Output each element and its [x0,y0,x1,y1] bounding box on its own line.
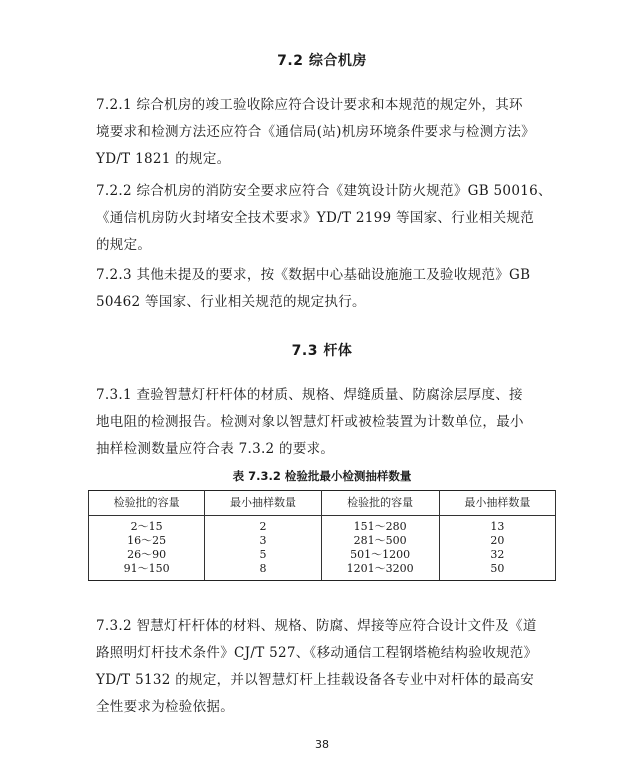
paragraph-line: 路照明灯杆技术条件》CJ/T 527、《移动通信工程钢塔桅结构验收规范》 [96,645,538,661]
table-cell: 50 [439,562,555,581]
paragraph-line: 50462 等国家、行业相关规范的规定执行。 [96,294,366,310]
table-header-cell: 检验批的容量 [321,491,439,516]
table-row [89,562,556,581]
paragraph-7-3-2 [96,613,556,721]
paragraph-7-2-3 [96,262,556,316]
table-cell: 91～150 [89,562,205,581]
table-cell: 8 [205,562,321,581]
table-cell: 281～500 [321,534,439,548]
table-cell: 501～1200 [321,548,439,562]
table-row [89,534,556,548]
table-cell: 3 [205,534,321,548]
table-cell: 32 [439,548,555,562]
paragraph-7-2-1 [96,92,556,173]
paragraph-line: 7.3.2 智慧灯杆杆体的材料、规格、防腐、焊接等应符合设计文件及《道 [96,618,537,634]
paragraph-line: 《通信机房防火封堵安全技术要求》YD/T 2199 等国家、行业相关规范 [96,210,535,226]
paragraph-line: 的规定。 [96,237,152,253]
paragraph-7-3-1 [96,382,556,463]
table-caption: 表 7.3.2 检验批最小检测抽样数量 [232,469,412,483]
section-heading-7-3: 7.3 杆体 [291,343,353,359]
paragraph-line: YD/T 5132 的规定，并以智慧灯杆上挂载设备各专业中对杆体的最高安 [96,672,535,688]
table-header-row [89,491,556,516]
paragraph-line: 全性要求为检验依据。 [96,699,234,715]
table-cell: 26～90 [89,548,205,562]
table-cell: 2 [205,516,321,535]
paragraph-line: 地电阻的检测报告。检测对象以智慧灯杆或被检装置为计数单位，最小 [96,414,524,430]
table-cell: 5 [205,548,321,562]
table-row [89,516,556,535]
table-cell: 20 [439,534,555,548]
paragraph-line: 抽样检测数量应符合表 7.3.2 的要求。 [96,441,335,457]
table-header-cell: 最小抽样数量 [439,491,555,516]
paragraph-line: 7.2.1 综合机房的竣工验收除应符合设计要求和本规范的规定外，其环 [96,97,523,113]
table-row [89,548,556,562]
table-cell: 13 [439,516,555,535]
table-cell: 16～25 [89,534,205,548]
paragraph-line: 7.2.2 综合机房的消防安全要求应符合《建筑设计防火规范》GB 50016、 [96,183,552,199]
paragraph-line: 7.2.3 其他未提及的要求，按《数据中心基础设施施工及验收规范》GB [96,267,531,283]
paragraph-7-2-2 [96,178,556,259]
paragraph-line: 7.3.1 查验智慧灯杆杆体的材质、规格、焊缝质量、防腐涂层厚度、接 [96,387,523,403]
paragraph-line: 境要求和检测方法还应符合《通信局(站)机房环境条件要求与检测方法》 [96,124,535,140]
page-number: 38 [315,738,329,751]
paragraph-line: YD/T 1821 的规定。 [96,151,231,167]
section-heading-7-2: 7.2 综合机房 [277,53,367,69]
table-cell: 1201～3200 [321,562,439,581]
table-cell: 151～280 [321,516,439,535]
table-cell: 2～15 [89,516,205,535]
sampling-table [88,490,556,581]
table-header-cell: 最小抽样数量 [205,491,321,516]
table-header-cell: 检验批的容量 [89,491,205,516]
